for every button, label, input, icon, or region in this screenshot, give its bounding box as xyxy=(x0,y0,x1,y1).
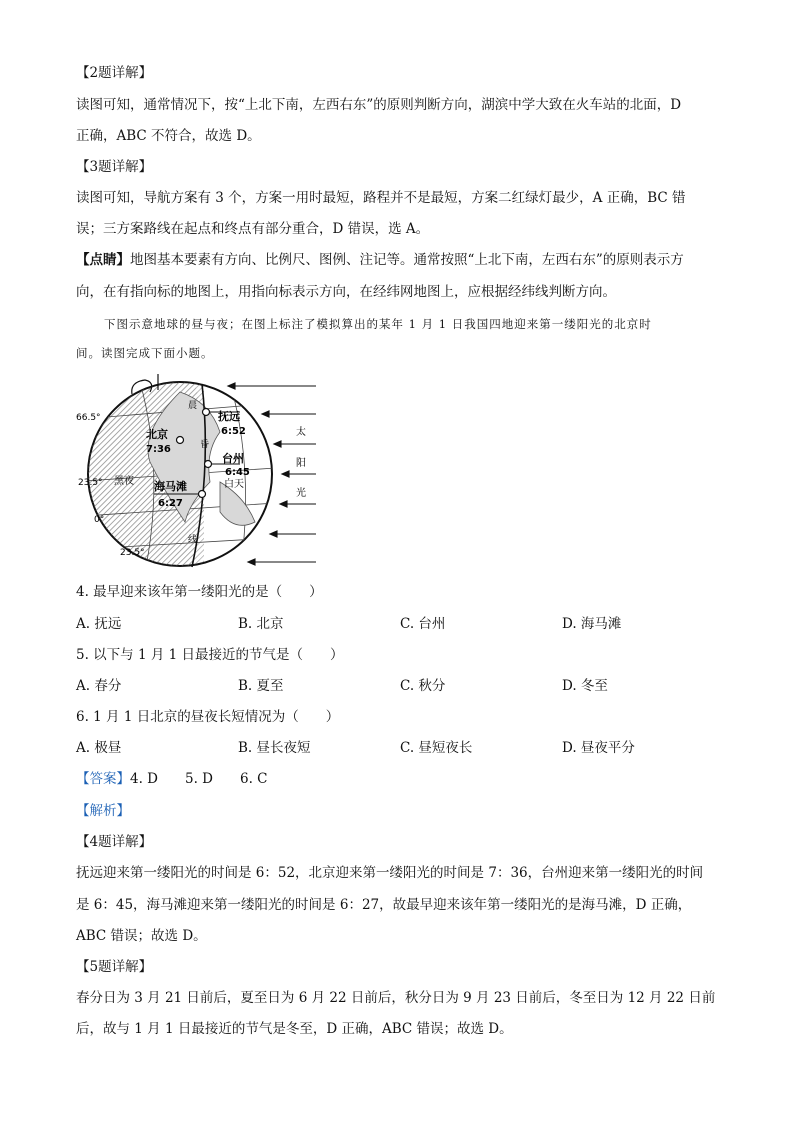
section-q5-line-2: 后，故与 1 月 1 日最接近的节气是冬至，D 正确，ABC 错误；故选 D。 xyxy=(76,1021,513,1037)
city-time-fuyuan: 6:52 xyxy=(221,426,246,437)
question-4-option-d: D. 海马滩 xyxy=(562,616,622,632)
section-q5-heading: 【5题详解】 xyxy=(76,959,153,975)
city-dot-taizhou xyxy=(205,461,212,468)
section-q3-heading: 【3题详解】 xyxy=(76,159,153,175)
question-4-option-b: B. 北京 xyxy=(238,616,284,632)
city-name-haimatan: 海马滩 xyxy=(154,480,187,493)
section-q2-line-2: 正确，ABC 不符合，故选 D。 xyxy=(76,128,261,144)
section-q4-heading: 【4题详解】 xyxy=(76,834,153,850)
answer-values: 4. D 5. D 6. C xyxy=(130,771,268,787)
city-time-taizhou: 6:45 xyxy=(225,467,250,478)
question-5-option-a: A. 春分 xyxy=(76,678,122,694)
question-4-stem: 4. 最早迎来该年第一缕阳光的是（ ） xyxy=(76,584,323,600)
latitude-label-23-5-s: 23.5° xyxy=(120,548,145,558)
sunlight-label-yang: 阳 xyxy=(296,458,306,469)
question-6-option-b: B. 昼长夜短 xyxy=(238,740,311,756)
earth-day-night-figure xyxy=(70,372,330,572)
terminator-label-hun: 昏 xyxy=(200,440,210,450)
analysis-heading: 【解析】 xyxy=(76,803,130,819)
sunlight-label-guang: 光 xyxy=(296,488,306,499)
section-q3-line-2: 误；三方案路线在起点和终点有部分重合，D 错误，选 A。 xyxy=(76,221,430,237)
dianjing-heading: 【点睛】 xyxy=(76,252,130,268)
question-5-option-d: D. 冬至 xyxy=(562,678,608,694)
question-6-option-a: A. 极昼 xyxy=(76,740,122,756)
city-time-haimatan: 6:27 xyxy=(158,498,183,509)
city-name-beijing: 北京 xyxy=(146,428,168,441)
dianjing-line-2: 向，在有指向标的地图上，用指向标表示方向，在经纬网地图上，应根据经纬线判断方向。 xyxy=(76,284,616,300)
answer-heading: 【答案】 xyxy=(76,771,130,787)
intro-line-2: 间。读图完成下面小题。 xyxy=(76,346,214,360)
question-6-option-c: C. 昼短夜长 xyxy=(400,740,473,756)
section-q2-heading: 【2题详解】 xyxy=(76,65,153,81)
city-time-beijing: 7:36 xyxy=(146,444,171,455)
section-q4-line-2: 是 6：45，海马滩迎来第一缕阳光的时间是 6：27，故最早迎来该年第一缕阳光的是海马滩，D 正确， xyxy=(76,897,692,913)
sunlight-label-tai: 太 xyxy=(296,427,306,438)
section-q3-line-1: 读图可知，导航方案有 3 个，方案一用时最短，路程并不是最短，方案二红绿灯最少，A 正确，BC 错 xyxy=(76,190,686,206)
dianjing-line-1 xyxy=(76,250,684,270)
section-q2-line-1: 读图可知，通常情况下，按“上北下南，左西右东”的原则判断方向，湖滨中学大致在火车站的北面，D xyxy=(76,97,682,113)
terminator-label-xian: 线 xyxy=(188,535,198,545)
terminator-label-chen: 晨 xyxy=(188,401,198,411)
section-q5-line-1: 春分日为 3 月 21 日前后，夏至日为 6 月 22 日前后，秋分日为 9 月 23 日前后，冬至日为 12 月 22 日前 xyxy=(76,990,716,1006)
question-5-stem: 5. 以下与 1 月 1 日最接近的节气是（ ） xyxy=(76,647,344,663)
dianjing-text-1: 地图基本要素有方向、比例尺、图例、注记等。通常按照“上北下南，左西右东”的原则表示方 xyxy=(130,252,684,268)
question-6-stem: 6. 1 月 1 日北京的昼夜长短情况为（ ） xyxy=(76,709,340,725)
question-4-option-a: A. 抚远 xyxy=(76,616,122,632)
city-dot-beijing xyxy=(177,437,184,444)
day-label: 白天 xyxy=(224,479,244,490)
night-label: 黑夜 xyxy=(114,476,134,487)
latitude-label-23-5-n: 23.5° xyxy=(78,478,103,488)
city-dot-haimatan xyxy=(199,491,206,498)
answer-line xyxy=(76,769,268,789)
latitude-label-66-5: 66.5° xyxy=(76,413,101,423)
city-name-fuyuan: 抚远 xyxy=(218,410,240,423)
question-5-option-b: B. 夏至 xyxy=(238,678,284,694)
question-5-option-c: C. 秋分 xyxy=(400,678,446,694)
section-q4-line-1: 抚远迎来第一缕阳光的时间是 6：52，北京迎来第一缕阳光的时间是 7：36，台州迎来第一缕阳光的时间 xyxy=(76,865,704,881)
city-name-taizhou: 台州 xyxy=(222,452,244,465)
section-q4-line-3: ABC 错误；故选 D。 xyxy=(76,928,207,944)
intro-line-1: 下图示意地球的昼与夜；在图上标注了模拟算出的某年 1 月 1 日我国四地迎来第一缕阳光的北京时 xyxy=(104,317,652,331)
city-dot-fuyuan xyxy=(203,409,210,416)
latitude-label-equator: 0° xyxy=(94,515,105,525)
question-4-option-c: C. 台州 xyxy=(400,616,446,632)
question-6-option-d: D. 昼夜平分 xyxy=(562,740,635,756)
